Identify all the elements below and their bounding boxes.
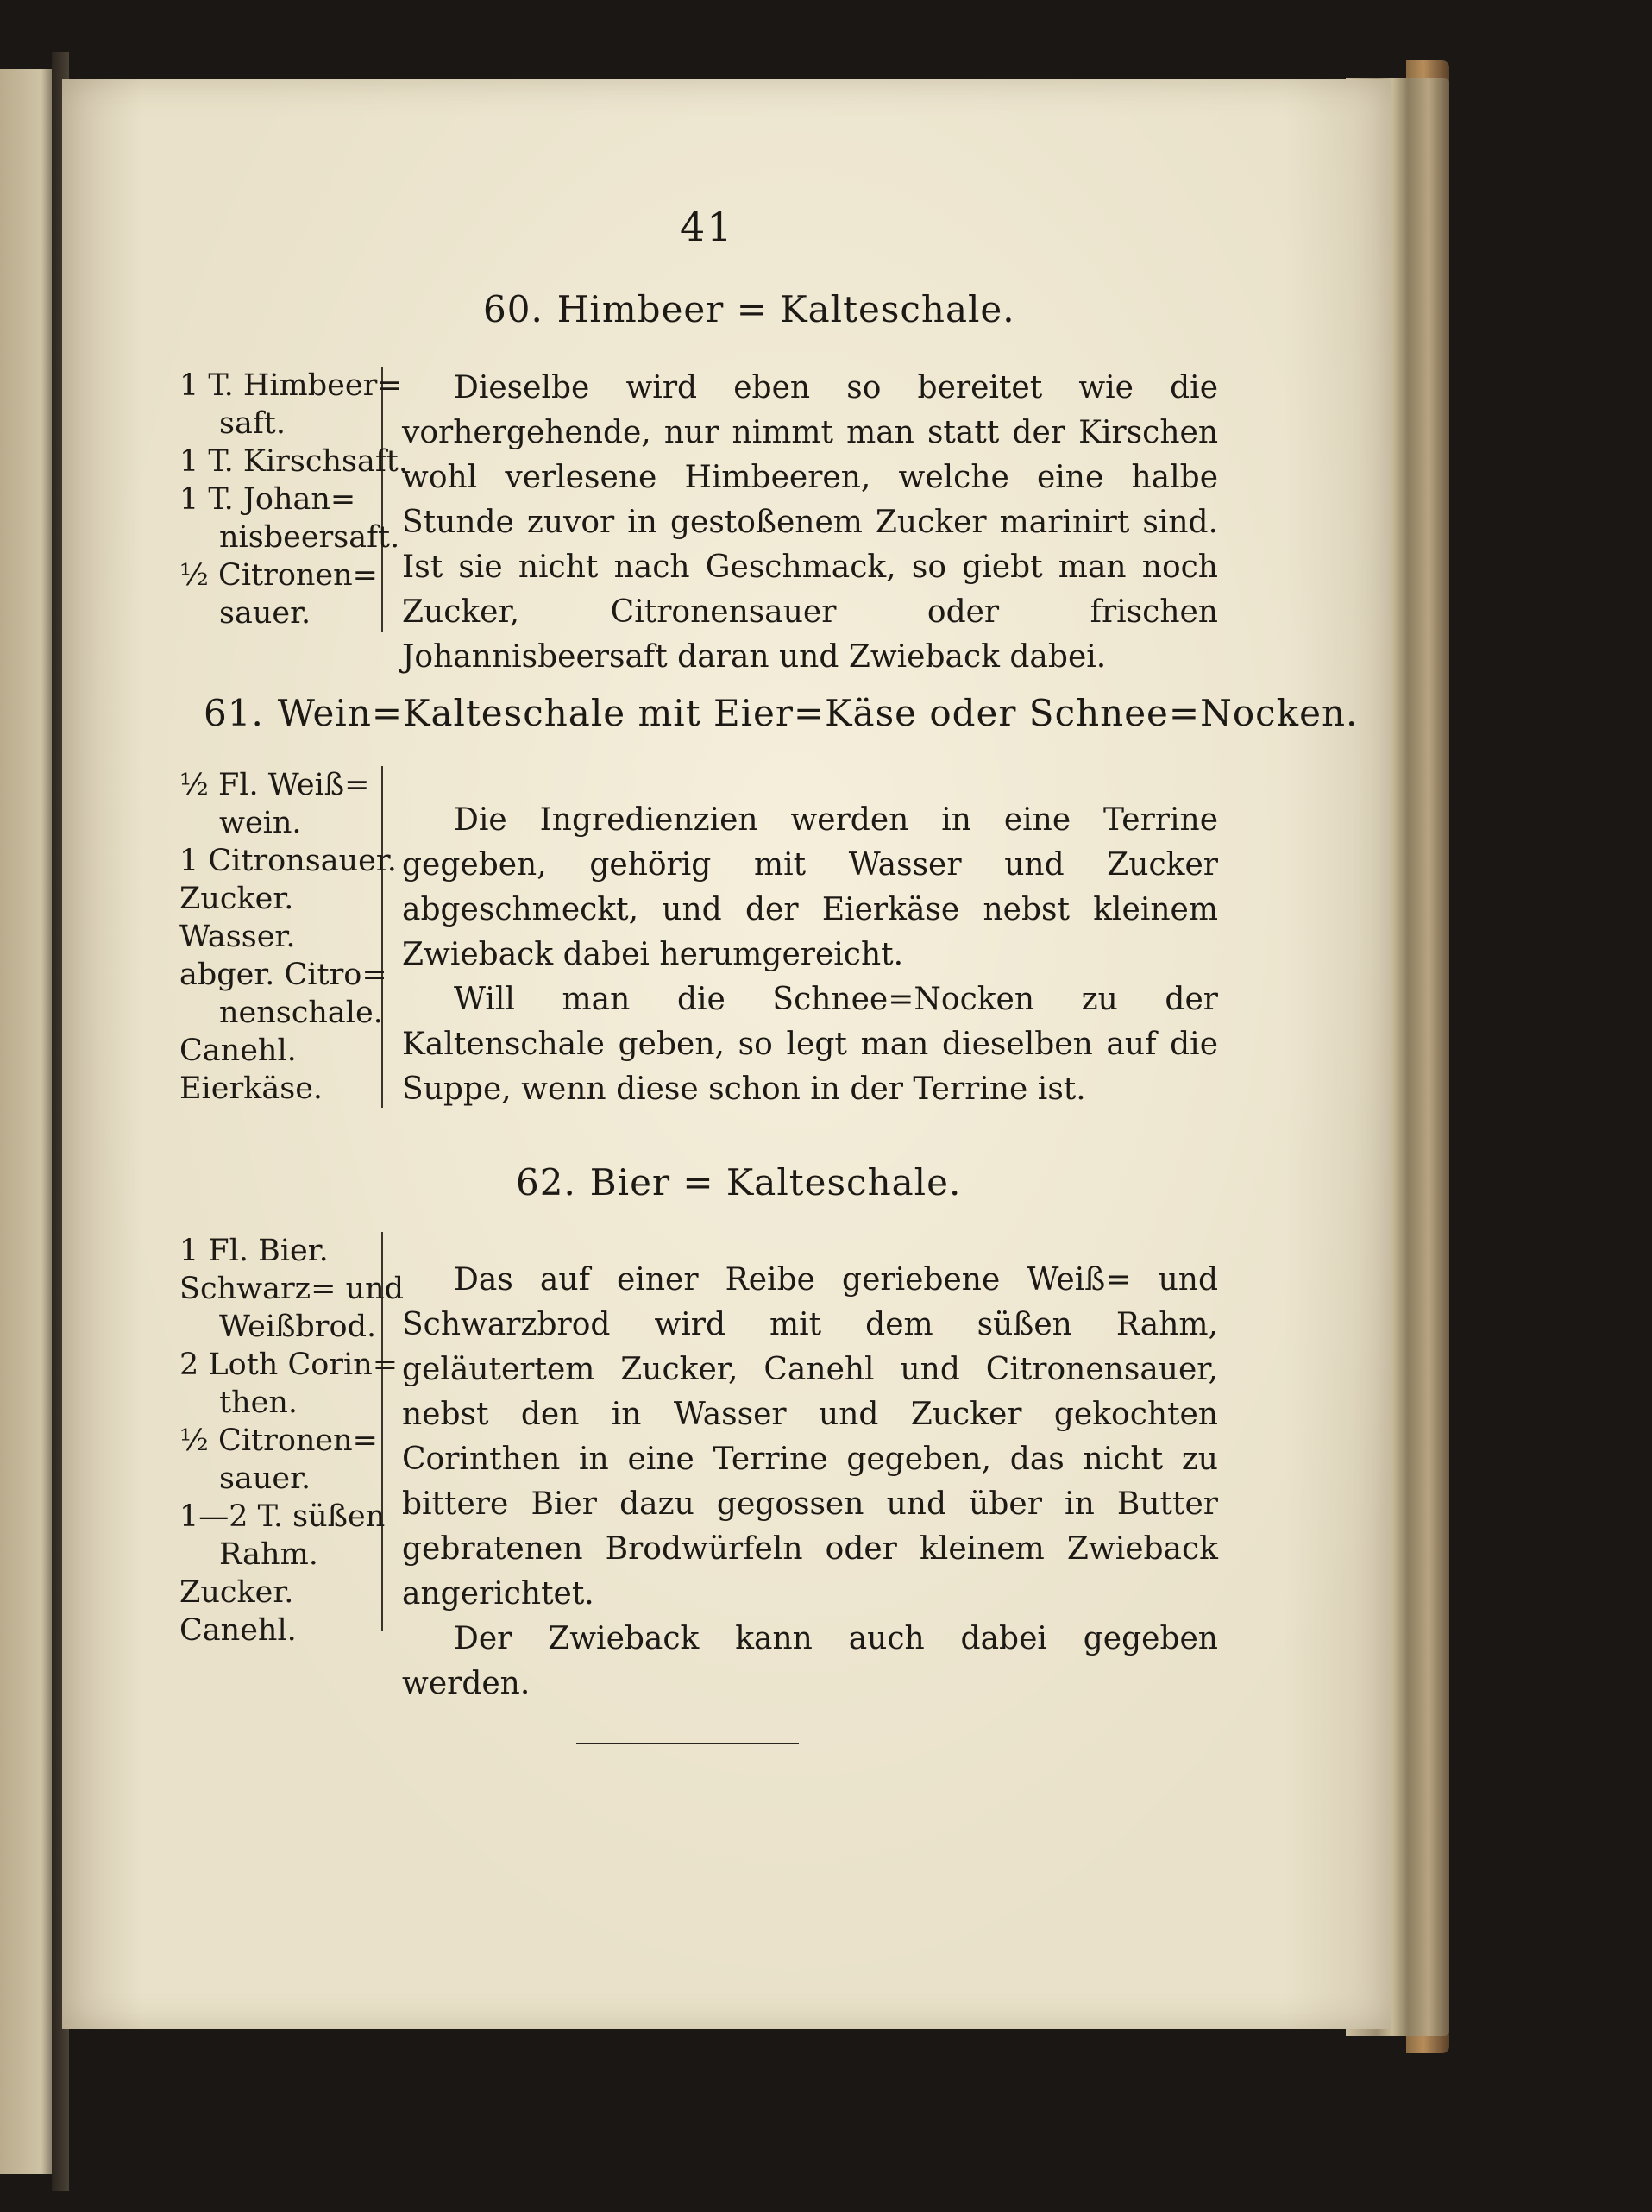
ingredient-line: Eierkäse. bbox=[179, 1071, 323, 1106]
ingredient-line: sauer. bbox=[219, 596, 311, 631]
ingredient-list-60 bbox=[179, 367, 408, 632]
ingredient-line: then. bbox=[219, 1386, 298, 1420]
paragraph: Dieselbe wird eben so bereitet wie die vorhergehende, nur nimmt man statt der Kirschen wohl verlesene Himbeeren, welche eine halbe Stunde zuvor in gestoßenem Zucker marinirt sind. Ist sie nicht nach Geschmack, so giebt man noch Zucker, Citronensauer oder frischen Johannisbeersaft daran und Zwieback dabei. bbox=[402, 370, 1218, 675]
recipe-number: 62. bbox=[516, 1161, 576, 1203]
recipe-number: 60. bbox=[483, 288, 543, 330]
ingredient-line: nisbeersaft. bbox=[219, 520, 400, 555]
paragraph: Der Zwieback kann auch dabei gegeben werden. bbox=[402, 1621, 1218, 1701]
recipe-text-60 bbox=[402, 366, 1218, 680]
recipe-title: Himbeer = Kalteschale. bbox=[556, 288, 1015, 330]
ingredient-line: ½ Citronen= bbox=[179, 1423, 379, 1458]
recipe-heading-61 bbox=[204, 692, 1358, 734]
ingredient-list-62 bbox=[179, 1232, 405, 1648]
ingredient-line: Canehl. bbox=[179, 1613, 297, 1648]
ingredient-line: saft. bbox=[219, 406, 286, 441]
ingredient-line: 1 T. Himbeer= bbox=[179, 368, 403, 403]
ingredient-line: nenschale. bbox=[219, 996, 383, 1030]
ingredient-line: sauer. bbox=[219, 1461, 311, 1496]
recipe-text-62 bbox=[402, 1258, 1218, 1706]
ingredient-line: Wasser. bbox=[179, 920, 296, 954]
left-page-edge bbox=[0, 69, 59, 2174]
recipe-heading-60 bbox=[483, 288, 1015, 330]
recipe-number: 61. bbox=[204, 692, 264, 734]
recipe-title: Wein=Kalteschale mit Eier=Käse oder Schnee=Nocken. bbox=[277, 692, 1359, 734]
ingredient-line: Zucker. bbox=[179, 1575, 294, 1610]
ingredient-line: 2 Loth Corin= bbox=[179, 1348, 399, 1382]
ingredient-line: Zucker. bbox=[179, 882, 294, 916]
ingredient-line: ½ Citronen= bbox=[179, 558, 379, 593]
recipe-text-61 bbox=[402, 798, 1218, 1112]
paragraph: Die Ingredienzien werden in eine Terrine gegeben, gehörig mit Wasser und Zucker abgeschmeckt, und der Eierkäse nebst kleinem Zwieback dabei herumgereicht. bbox=[402, 802, 1218, 972]
ingredient-line: 1—2 T. süßen bbox=[179, 1499, 386, 1534]
ingredient-line: 1 Fl. Bier. bbox=[179, 1234, 329, 1268]
page-number: 41 bbox=[680, 204, 734, 250]
ingredient-line: Weißbrod. bbox=[219, 1310, 377, 1344]
ingredient-line: 1 T. Kirschsaft. bbox=[179, 444, 408, 479]
ingredient-list-61 bbox=[179, 766, 397, 1108]
ingredient-line: abger. Citro= bbox=[179, 958, 387, 992]
ingredient-line: Rahm. bbox=[219, 1537, 318, 1572]
paragraph: Will man die Schnee=Nocken zu der Kaltenschale geben, so legt man dieselben auf die Suppe, wenn diese schon in der Terrine ist. bbox=[402, 982, 1218, 1107]
recipe-heading-62 bbox=[516, 1161, 961, 1203]
ingredient-line: ½ Fl. Weiß= bbox=[179, 768, 370, 802]
ingredient-line: 1 T. Johan= bbox=[179, 482, 356, 517]
recipe-title: Bier = Kalteschale. bbox=[589, 1161, 962, 1203]
ingredient-line: Schwarz= und bbox=[179, 1272, 405, 1306]
closing-rule bbox=[576, 1743, 799, 1744]
ingredient-line: 1 Citronsauer. bbox=[179, 844, 397, 878]
ingredient-line: wein. bbox=[219, 806, 302, 840]
ingredient-line: Canehl. bbox=[179, 1034, 297, 1068]
paragraph: Das auf einer Reibe geriebene Weiß= und Schwarzbrod wird mit dem süßen Rahm, geläutertem Zucker, Canehl und Citronensauer, nebst den in Wasser und Zucker gekochten Corinthen in eine Terrine gegeben, das nicht zu bittere Bier dazu gegossen und über in Butter gebratenen Brodwürfeln oder kleinem Zwieback angerichtet. bbox=[402, 1262, 1218, 1612]
